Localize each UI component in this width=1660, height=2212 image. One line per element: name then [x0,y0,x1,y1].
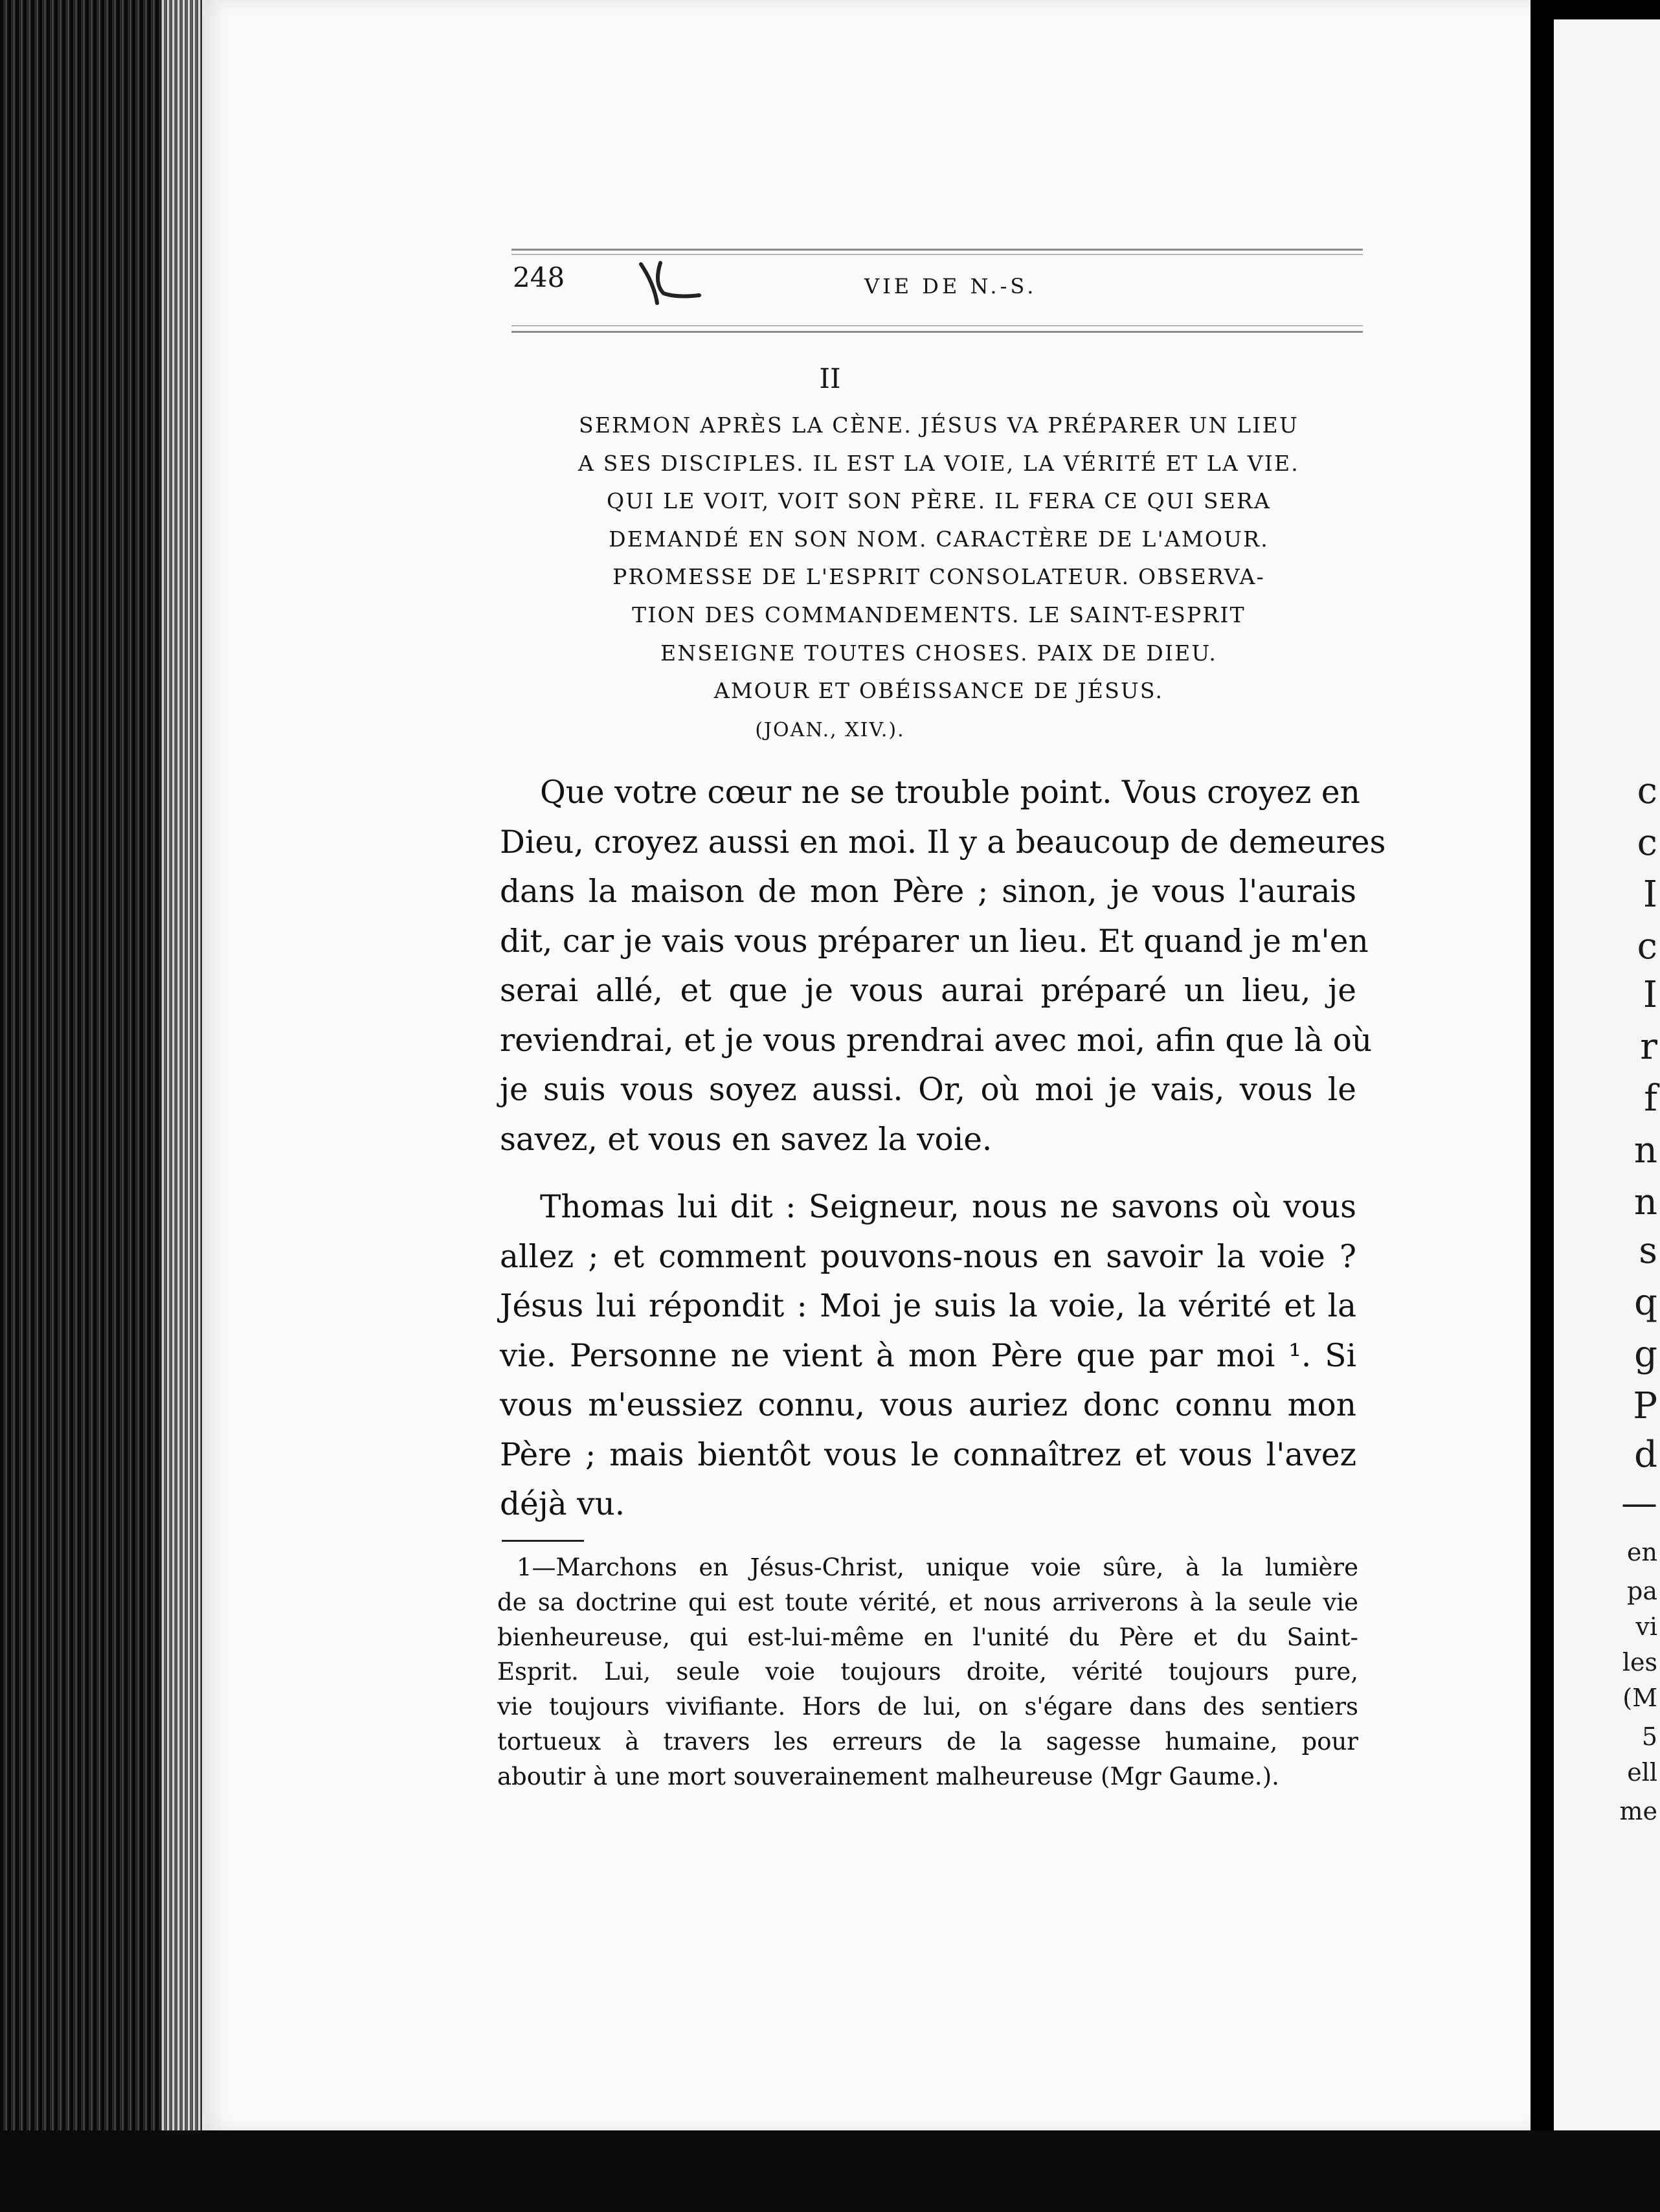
facing-page-fragment: les [1622,1648,1657,1676]
page-edges [162,0,201,2130]
header-rule-top [511,249,1363,251]
facing-page-fragment: n [1633,1129,1657,1171]
text-line: savez, et vous en savez la voie. [500,1121,993,1158]
header-rule-bottom [511,325,1363,326]
text-line: Jésus lui répondit : Moi je suis la voie, la vérité et la [500,1288,1356,1324]
summary-line: AMOUR ET OBÉISSANCE DE JÉSUS. [713,678,1164,704]
facing-page-fragment: me [1619,1797,1657,1825]
footnote-line: aboutir à une mort souverainement malheureuse (Mgr Gaume.). [497,1762,1279,1790]
text-line: Thomas lui dit : Seigneur, nous ne savons où vous [540,1189,1356,1225]
summary-line: DEMANDÉ EN SON NOM. CARACTÈRE DE L'AMOUR. [609,526,1269,552]
summary-line: ENSEIGNE TOUTES CHOSES. PAIX DE DIEU. [660,640,1218,666]
summary-line: QUI LE VOIT, VOIT SON PÈRE. IL FERA CE QUI SERA [606,488,1272,514]
facing-page-fragment: en [1627,1538,1657,1566]
facing-page-fragments [1554,19,1660,2156]
facing-page-fragment: n [1633,1181,1657,1223]
facing-page-fragment: f [1644,1078,1657,1120]
text-line: vous m'eussiez connu, vous auriez donc connu mon [500,1387,1356,1423]
footnote-line: 1—Marchons en Jésus-Christ, unique voie sûre, à la lumière [517,1553,1358,1581]
text-line: déjà vu. [500,1486,625,1522]
text-line: dans la maison de mon Père ; sinon, je vous l'aurais [500,874,1356,910]
facing-page-fragment: (M [1622,1684,1657,1712]
scan-bottom-border [0,2130,1660,2212]
facing-page-fragment: I [1643,874,1657,916]
facing-page-fragment: q [1634,1281,1657,1324]
facing-page-fragment: r [1640,1026,1657,1068]
footnote-line: Esprit. Lui, seule voie toujours droite, vérité toujours pure, [497,1658,1358,1686]
text-line: allez ; et comment pouvons-nous en savoir la voie ? [500,1238,1356,1275]
header-rule-bottom-thick [511,331,1363,333]
chapter-summary [508,407,1369,710]
text-line: je suis vous soyez aussi. Or, où moi je vais, vous le [500,1072,1356,1108]
facing-page-fragment: P [1633,1385,1657,1427]
running-head: VIE DE N.-S. [864,274,1037,299]
facing-page-fragment: pa [1627,1577,1657,1605]
facing-page [1554,19,1660,2156]
text-line: Dieu, croyez aussi en moi. Il y a beaucoup de demeures [500,824,1386,861]
page-number: 248 [513,262,565,293]
footnote-line: de sa doctrine qui est toute vérité, et nous arriverons à la seule vie [497,1588,1358,1616]
summary-line: PROMESSE DE L'ESPRIT CONSOLATEUR. OBSERVA- [612,564,1265,590]
facing-page-fragment: vi [1635,1612,1657,1641]
text-line: serai allé, et que je vous aurai préparé un lieu, je [500,973,1356,1009]
text-line: Que votre cœur ne se trouble point. Vous croyez en [540,774,1360,811]
text-line: reviendrai, et je vous prendrai avec moi, afin que là où [500,1022,1373,1059]
pencil-x-mark [638,258,702,310]
text-line: vie. Personne ne vient à mon Père que par moi ¹. Si [500,1337,1356,1374]
facing-page-fragment: c [1637,925,1657,967]
footnote [497,1550,1358,1794]
summary-line: A SES DISCIPLES. IL EST LA VOIE, LA VÉRITÉ ET LA VIE. [578,450,1299,476]
summary-line: TION DES COMMANDEMENTS. LE SAINT-ESPRIT [632,602,1246,627]
summary-line: SERMON APRÈS LA CÈNE. JÉSUS VA PRÉPARER UN LIEU [579,412,1299,438]
facing-page-fragment: — [1621,1482,1657,1524]
facing-page-fragment: I [1643,974,1657,1016]
paragraph-2 [500,1182,1356,1529]
facing-page-fragment: s [1639,1230,1657,1272]
facing-page-fragment: g [1634,1333,1657,1375]
facing-page-fragment: ell [1627,1758,1657,1787]
chapter-number: II [819,363,841,394]
text-line: dit, car je vais vous préparer un lieu. Et quand je m'en [500,923,1369,960]
footnote-line: tortueux à travers les erreurs de la sagesse humaine, pour [497,1727,1358,1755]
gutter-shadow [1528,0,1556,2212]
scripture-reference: (JOAN., XIV.). [755,719,905,741]
facing-page-fragment: c [1637,770,1657,812]
facing-page-fragment: c [1637,822,1657,864]
header-rule-top-thin [511,254,1363,255]
text-line: Père ; mais bientôt vous le connaîtrez et vous l'avez [500,1436,1356,1473]
facing-page-fragment: 5 [1641,1722,1657,1751]
footnote-line: vie toujours vivifiante. Hors de lui, on s'égare dans des sentiers [497,1693,1358,1721]
footnote-rule [502,1540,584,1542]
paragraph-1 [500,768,1386,1164]
facing-page-fragment: d [1634,1434,1657,1476]
footnote-line: bienheureuse, qui est-lui-même en l'unité du Père et du Saint- [497,1623,1358,1651]
